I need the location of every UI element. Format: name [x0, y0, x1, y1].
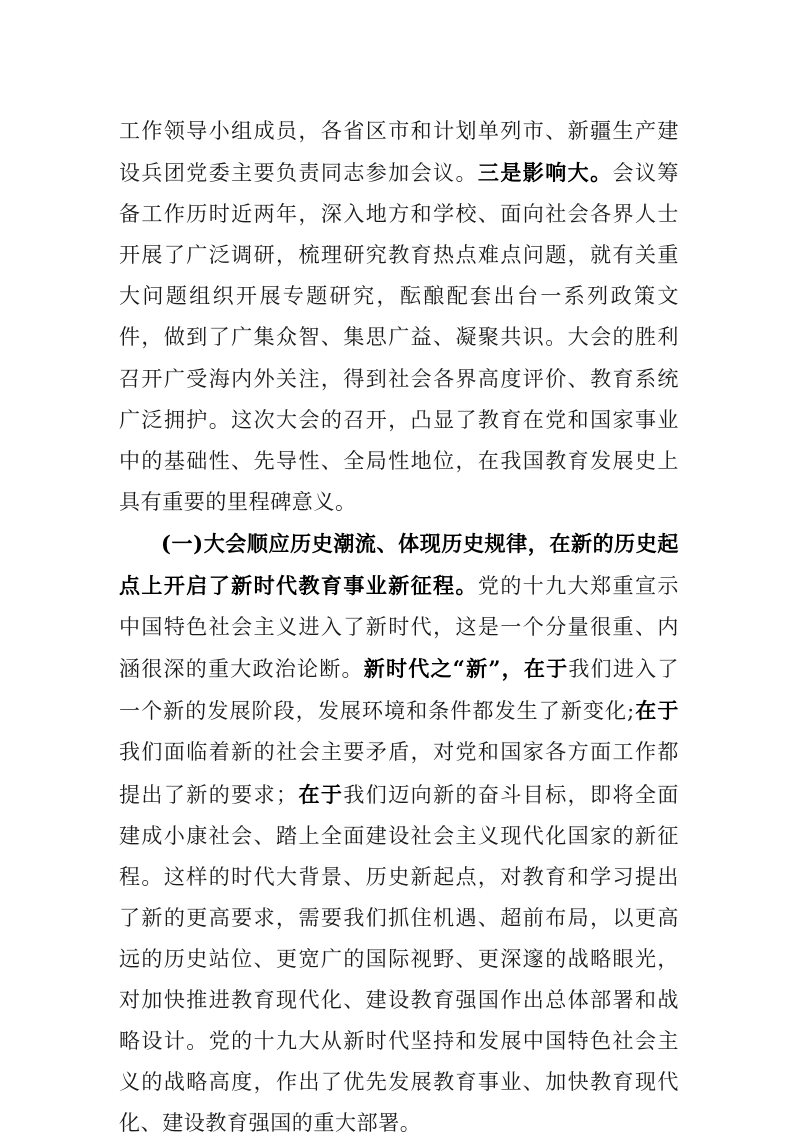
paragraph-2-text-3: 我们面临着新的社会主要矛盾，对党和国家各方面工作都提出了新的要求； — [119, 740, 679, 807]
paragraph-1-bold-point: 三是影响大。 — [477, 160, 613, 186]
body-text — [119, 111, 679, 1144]
paragraph-2 — [119, 523, 679, 1144]
paragraph-1-text-1: 工作领导小组成员，各省区市和计划单列市、新疆生产建设兵团党委主要负责同志参加会议。 — [119, 119, 679, 186]
paragraph-1 — [119, 111, 679, 523]
paragraph-2-text-4: 我们迈向新的奋斗目标，即将全面建成小康社会、踏上全面建设社会主义现代化国家的新征程。这样的时代大背景、历史新起点，对教育和学习提出了新的更高要求，需要我们抓住机遇、超前布局，以更高远的历史站位、更宽广的国际视野、更深邃的战略眼光，对加快推进教育现代化、建设教育强国作出总体部署和战略设计。党的十九大从新时代坚持和发展中国特色社会主义的战略高度，作出了优先发展教育事业、加快教育现代化、建设教育强国的重大部署。 — [119, 782, 679, 1136]
section-heading: (一)大会顺应历史潮流、体现历史规律，在新的历史起点上开启了新时代教育事业新征程。 — [119, 530, 679, 599]
paragraph-2-bold-1: 新时代之“新”，在于 — [363, 656, 569, 682]
paragraph-2-bold-3: 在于 — [297, 781, 344, 807]
paragraph-1-text-2: 会议筹备工作历时近两年，深入地方和学校、面向社会各界人士开展了广泛调研，梳理研究教育热点难点问题，就有关重大问题组织开展专题研究，酝酿配套出台一系列政策文件，做到了广集众智、集思广益、凝聚共识。大会的胜利召开广受海内外关注，得到社会各界高度评价、教育系统广泛拥护。这次大会的召开，凸显了教育在党和国家事业中的基础性、先导性、全局性地位，在我国教育发展史上具有重要的里程碑意义。 — [119, 161, 679, 514]
paragraph-2-text-1: 党的十九大郑重宣示中国特色社会主义进入了新时代，这是一个分量很重、内涵很深的重大政治论断。 — [119, 574, 679, 682]
paragraph-2-text-2: 我们进入了一个新的发展阶段，发展环境和条件都发生了新变化; — [119, 657, 680, 724]
paragraph-2-bold-2: 在于 — [634, 698, 679, 724]
